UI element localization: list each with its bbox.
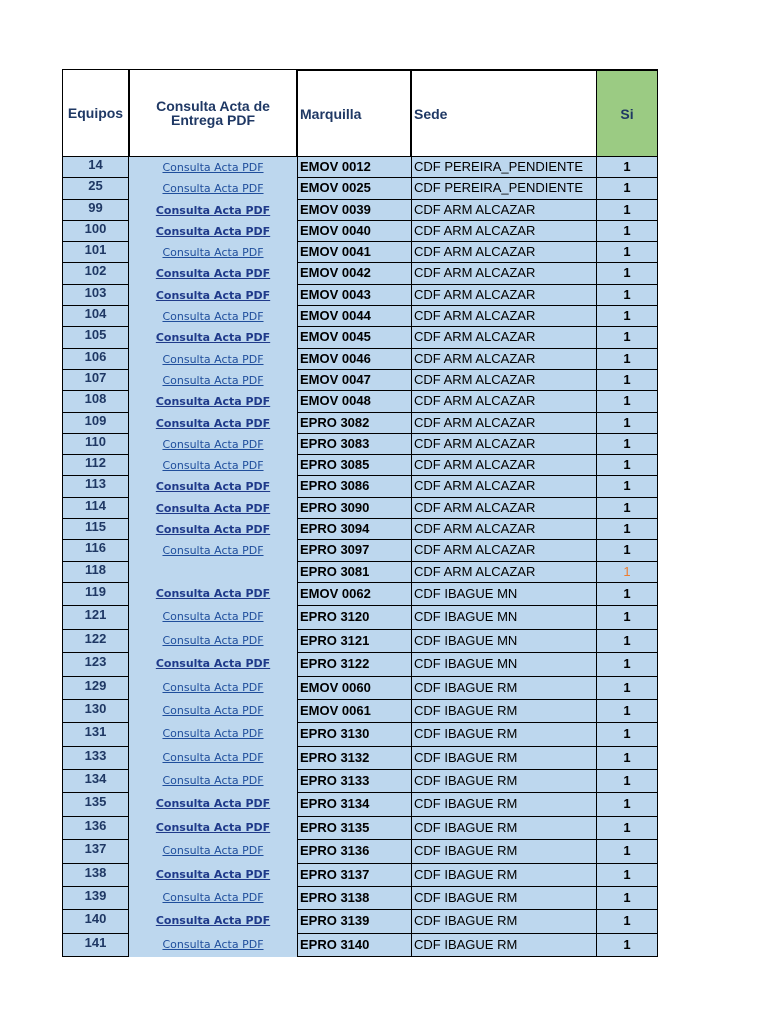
cell-si: 1 [596, 723, 658, 746]
equipment-table [62, 69, 658, 957]
cell-equipo: 99 [62, 200, 129, 221]
cell-marquilla: EPRO 3090 [297, 498, 411, 519]
cell-marquilla: EPRO 3136 [297, 840, 411, 863]
cell-consulta [129, 391, 297, 412]
consulta-acta-link[interactable]: Consulta Acta PDF [162, 544, 264, 558]
cell-marquilla: EPRO 3083 [297, 434, 411, 455]
cell-si: 1 [596, 455, 658, 476]
cell-consulta [129, 747, 297, 770]
table-row [62, 221, 658, 242]
consulta-acta-link[interactable]: Consulta Acta PDF [155, 480, 271, 494]
cell-sede: CDF IBAGUE RM [411, 817, 597, 840]
cell-sede: CDF IBAGUE RM [411, 840, 597, 863]
cell-marquilla: EPRO 3120 [297, 606, 411, 629]
cell-marquilla: EMOV 0061 [297, 700, 411, 723]
cell-equipo: 114 [62, 498, 129, 519]
cell-marquilla: EMOV 0041 [297, 242, 411, 263]
cell-si: 1 [596, 910, 658, 933]
cell-consulta [129, 178, 297, 199]
cell-si: 1 [596, 864, 658, 887]
cell-si: 1 [596, 157, 658, 178]
cell-consulta [129, 606, 297, 629]
cell-consulta [129, 540, 297, 561]
table-row [62, 700, 658, 723]
consulta-acta-link[interactable]: Consulta Acta PDF [162, 844, 264, 858]
cell-si: 1 [596, 349, 658, 370]
cell-sede: CDF ARM ALCAZAR [411, 562, 597, 583]
table-row [62, 770, 658, 793]
cell-marquilla: EMOV 0047 [297, 370, 411, 391]
cell-si: 1 [596, 747, 658, 770]
cell-equipo: 116 [62, 540, 129, 561]
cell-si: 1 [596, 413, 658, 434]
cell-sede: CDF ARM ALCAZAR [411, 263, 597, 284]
consulta-acta-link[interactable]: Consulta Acta PDF [162, 680, 264, 694]
cell-equipo: 136 [62, 817, 129, 840]
consulta-acta-link[interactable]: Consulta Acta PDF [155, 867, 271, 881]
header-sede: Sede [411, 69, 597, 157]
consulta-acta-link[interactable]: Consulta Acta PDF [162, 937, 264, 951]
consulta-acta-link[interactable]: Consulta Acta PDF [155, 267, 271, 281]
table-row [62, 370, 658, 391]
table-row [62, 413, 658, 434]
table-row [62, 562, 658, 583]
header-equipos: Equipos [62, 69, 129, 157]
cell-consulta [129, 583, 297, 606]
cell-marquilla: EPRO 3137 [297, 864, 411, 887]
cell-marquilla: EPRO 3134 [297, 793, 411, 816]
cell-equipo: 138 [62, 864, 129, 887]
table-row [62, 630, 658, 653]
cell-equipo: 113 [62, 476, 129, 497]
cell-consulta [129, 677, 297, 700]
consulta-acta-link[interactable]: Consulta Acta PDF [162, 633, 264, 647]
table-row [62, 476, 658, 497]
cell-sede: CDF IBAGUE RM [411, 864, 597, 887]
cell-si: 1 [596, 306, 658, 327]
cell-consulta [129, 630, 297, 653]
cell-sede: CDF IBAGUE RM [411, 770, 597, 793]
table-row [62, 285, 658, 306]
table-row [62, 606, 658, 629]
consulta-acta-link[interactable]: Consulta Acta PDF [155, 288, 271, 302]
consulta-acta-link[interactable]: Consulta Acta PDF [155, 501, 271, 515]
consulta-acta-link[interactable]: Consulta Acta PDF [162, 774, 264, 788]
consulta-acta-link[interactable]: Consulta Acta PDF [155, 224, 271, 238]
cell-consulta [129, 221, 297, 242]
cell-equipo: 103 [62, 285, 129, 306]
cell-marquilla: EMOV 0062 [297, 583, 411, 606]
consulta-acta-link[interactable]: Consulta Acta PDF [162, 750, 264, 764]
cell-marquilla: EPRO 3081 [297, 562, 411, 583]
cell-equipo: 133 [62, 747, 129, 770]
cell-si: 1 [596, 606, 658, 629]
cell-equipo: 106 [62, 349, 129, 370]
cell-sede: CDF ARM ALCAZAR [411, 455, 597, 476]
consulta-acta-link[interactable]: Consulta Acta PDF [155, 657, 271, 671]
cell-marquilla: EPRO 3082 [297, 413, 411, 434]
cell-si: 1 [596, 583, 658, 606]
cell-equipo: 119 [62, 583, 129, 606]
cell-consulta [129, 476, 297, 497]
cell-equipo: 105 [62, 327, 129, 348]
table-row [62, 817, 658, 840]
cell-equipo: 130 [62, 700, 129, 723]
cell-consulta [129, 157, 297, 178]
table-row [62, 306, 658, 327]
cell-si: 1 [596, 934, 658, 957]
cell-equipo: 115 [62, 519, 129, 540]
cell-consulta [129, 817, 297, 840]
cell-equipo: 140 [62, 910, 129, 933]
consulta-acta-link[interactable]: Consulta Acta PDF [155, 523, 271, 537]
cell-si: 1 [596, 476, 658, 497]
cell-si: 1 [596, 242, 658, 263]
cell-sede: CDF ARM ALCAZAR [411, 242, 597, 263]
cell-consulta [129, 653, 297, 676]
cell-consulta [129, 770, 297, 793]
cell-marquilla: EPRO 3122 [297, 653, 411, 676]
cell-sede: CDF IBAGUE RM [411, 677, 597, 700]
cell-marquilla: EPRO 3133 [297, 770, 411, 793]
cell-marquilla: EMOV 0043 [297, 285, 411, 306]
consulta-acta-link[interactable]: Consulta Acta PDF [162, 352, 264, 366]
header-si: Si [596, 69, 658, 157]
cell-consulta [129, 934, 297, 957]
consulta-acta-link[interactable]: Consulta Acta PDF [155, 797, 271, 811]
cell-sede: CDF ARM ALCAZAR [411, 200, 597, 221]
cell-si: 1 [596, 817, 658, 840]
cell-consulta [129, 910, 297, 933]
cell-sede: CDF ARM ALCAZAR [411, 540, 597, 561]
table-row [62, 263, 658, 284]
cell-sede: CDF PEREIRA_PENDIENTE [411, 178, 597, 199]
table-row [62, 157, 658, 178]
cell-si: 1 [596, 519, 658, 540]
cell-sede: CDF ARM ALCAZAR [411, 349, 597, 370]
consulta-acta-link[interactable]: Consulta Acta PDF [162, 437, 264, 451]
consulta-acta-link[interactable]: Consulta Acta PDF [162, 459, 264, 473]
consulta-acta-link[interactable]: Consulta Acta PDF [162, 610, 264, 624]
cell-consulta [129, 200, 297, 221]
table-row [62, 934, 658, 957]
table-row [62, 391, 658, 412]
cell-si: 1 [596, 887, 658, 910]
cell-equipo: 139 [62, 887, 129, 910]
cell-equipo: 100 [62, 221, 129, 242]
cell-sede: CDF ARM ALCAZAR [411, 221, 597, 242]
cell-marquilla: EPRO 3139 [297, 910, 411, 933]
cell-si: 1 [596, 263, 658, 284]
cell-sede: CDF ARM ALCAZAR [411, 370, 597, 391]
cell-consulta [129, 349, 297, 370]
cell-si: 1 [596, 370, 658, 391]
consulta-acta-link[interactable]: Consulta Acta PDF [155, 331, 271, 345]
consulta-acta-link[interactable]: Consulta Acta PDF [155, 586, 271, 600]
cell-marquilla: EPRO 3086 [297, 476, 411, 497]
consulta-acta-link[interactable]: Consulta Acta PDF [155, 914, 271, 928]
cell-equipo: 108 [62, 391, 129, 412]
cell-consulta [129, 455, 297, 476]
cell-equipo: 129 [62, 677, 129, 700]
consulta-acta-link[interactable]: Consulta Acta PDF [162, 373, 264, 387]
cell-marquilla: EMOV 0044 [297, 306, 411, 327]
cell-consulta [129, 840, 297, 863]
cell-equipo: 112 [62, 455, 129, 476]
cell-sede: CDF PEREIRA_PENDIENTE [411, 157, 597, 178]
header-consulta: Consulta Acta de Entrega PDF [129, 69, 297, 157]
table-row [62, 519, 658, 540]
cell-equipo: 131 [62, 723, 129, 746]
cell-marquilla: EMOV 0046 [297, 349, 411, 370]
cell-consulta [129, 306, 297, 327]
cell-equipo: 110 [62, 434, 129, 455]
consulta-acta-link[interactable]: Consulta Acta PDF [162, 727, 264, 741]
table-row [62, 434, 658, 455]
cell-consulta [129, 519, 297, 540]
table-row [62, 910, 658, 933]
cell-consulta [129, 887, 297, 910]
cell-marquilla: EPRO 3094 [297, 519, 411, 540]
cell-sede: CDF ARM ALCAZAR [411, 413, 597, 434]
table-row [62, 840, 658, 863]
cell-si: 1 [596, 700, 658, 723]
cell-equipo: 121 [62, 606, 129, 629]
cell-si: 1 [596, 498, 658, 519]
cell-si: 1 [596, 653, 658, 676]
table-row [62, 455, 658, 476]
table-row [62, 349, 658, 370]
cell-consulta [129, 370, 297, 391]
cell-si: 1 [596, 434, 658, 455]
consulta-acta-link[interactable]: Consulta Acta PDF [155, 203, 271, 217]
cell-equipo: 137 [62, 840, 129, 863]
consulta-acta-link[interactable]: Consulta Acta PDF [155, 395, 271, 409]
cell-sede: CDF IBAGUE MN [411, 653, 597, 676]
header-marquilla: Marquilla [297, 69, 411, 157]
cell-marquilla: EMOV 0012 [297, 157, 411, 178]
cell-sede: CDF IBAGUE MN [411, 583, 597, 606]
cell-equipo: 101 [62, 242, 129, 263]
consulta-acta-link[interactable]: Consulta Acta PDF [162, 891, 264, 905]
cell-sede: CDF IBAGUE MN [411, 630, 597, 653]
cell-equipo: 14 [62, 157, 129, 178]
cell-si: 1 [596, 391, 658, 412]
cell-sede: CDF ARM ALCAZAR [411, 306, 597, 327]
table-row [62, 242, 658, 263]
cell-sede: CDF ARM ALCAZAR [411, 434, 597, 455]
cell-equipo: 104 [62, 306, 129, 327]
cell-si: 1 [596, 793, 658, 816]
cell-equipo: 102 [62, 263, 129, 284]
table-row [62, 793, 658, 816]
cell-equipo: 118 [62, 562, 129, 583]
cell-sede: CDF ARM ALCAZAR [411, 327, 597, 348]
cell-marquilla: EMOV 0040 [297, 221, 411, 242]
cell-equipo: 123 [62, 653, 129, 676]
cell-si: 1 [596, 285, 658, 306]
cell-consulta [129, 498, 297, 519]
cell-marquilla: EPRO 3130 [297, 723, 411, 746]
cell-si: 1 [596, 630, 658, 653]
cell-consulta [129, 793, 297, 816]
cell-consulta [129, 242, 297, 263]
table-row [62, 864, 658, 887]
table-row [62, 200, 658, 221]
cell-sede: CDF ARM ALCAZAR [411, 285, 597, 306]
consulta-acta-link[interactable]: Consulta Acta PDF [155, 416, 271, 430]
consulta-acta-link[interactable]: Consulta Acta PDF [162, 703, 264, 717]
cell-sede: CDF IBAGUE RM [411, 910, 597, 933]
cell-si: 1 [596, 327, 658, 348]
cell-si: 1 [596, 770, 658, 793]
cell-si: 1 [596, 840, 658, 863]
cell-equipo: 25 [62, 178, 129, 199]
cell-si: 1 [596, 221, 658, 242]
cell-marquilla: EPRO 3121 [297, 630, 411, 653]
cell-marquilla: EMOV 0039 [297, 200, 411, 221]
cell-sede: CDF ARM ALCAZAR [411, 476, 597, 497]
cell-equipo: 122 [62, 630, 129, 653]
cell-marquilla: EPRO 3135 [297, 817, 411, 840]
cell-sede: CDF IBAGUE MN [411, 606, 597, 629]
cell-si: 1 [596, 677, 658, 700]
table-row [62, 677, 658, 700]
cell-equipo: 109 [62, 413, 129, 434]
cell-consulta [129, 434, 297, 455]
table-row [62, 747, 658, 770]
cell-consulta [129, 864, 297, 887]
consulta-acta-link[interactable]: Consulta Acta PDF [162, 310, 264, 324]
cell-consulta [129, 562, 297, 583]
cell-marquilla: EMOV 0042 [297, 263, 411, 284]
cell-sede: CDF IBAGUE RM [411, 887, 597, 910]
cell-marquilla: EPRO 3140 [297, 934, 411, 957]
table-header [62, 69, 658, 157]
cell-consulta [129, 700, 297, 723]
table-row [62, 327, 658, 348]
cell-consulta [129, 723, 297, 746]
cell-si: 1 [596, 200, 658, 221]
cell-sede: CDF IBAGUE RM [411, 747, 597, 770]
cell-consulta [129, 413, 297, 434]
cell-sede: CDF IBAGUE RM [411, 700, 597, 723]
consulta-acta-link[interactable]: Consulta Acta PDF [162, 161, 264, 174]
cell-marquilla: EPRO 3132 [297, 747, 411, 770]
cell-consulta [129, 263, 297, 284]
cell-marquilla: EMOV 0025 [297, 178, 411, 199]
cell-marquilla: EPRO 3085 [297, 455, 411, 476]
cell-sede: CDF IBAGUE RM [411, 934, 597, 957]
cell-sede: CDF IBAGUE RM [411, 723, 597, 746]
cell-si: 1 [596, 540, 658, 561]
consulta-acta-link[interactable]: Consulta Acta PDF [162, 182, 264, 196]
cell-marquilla: EMOV 0048 [297, 391, 411, 412]
consulta-acta-link[interactable]: Consulta Acta PDF [155, 820, 271, 834]
cell-marquilla: EPRO 3138 [297, 887, 411, 910]
table-row [62, 653, 658, 676]
cell-equipo: 107 [62, 370, 129, 391]
cell-si: 1 [596, 178, 658, 199]
table-row [62, 583, 658, 606]
cell-sede: CDF ARM ALCAZAR [411, 498, 597, 519]
cell-marquilla: EPRO 3097 [297, 540, 411, 561]
cell-equipo: 135 [62, 793, 129, 816]
cell-sede: CDF ARM ALCAZAR [411, 519, 597, 540]
table-row [62, 887, 658, 910]
cell-sede: CDF IBAGUE RM [411, 793, 597, 816]
cell-equipo: 134 [62, 770, 129, 793]
cell-marquilla: EMOV 0045 [297, 327, 411, 348]
cell-si: 1 [596, 562, 658, 583]
consulta-acta-link[interactable]: Consulta Acta PDF [162, 246, 264, 260]
table-row [62, 540, 658, 561]
table-row [62, 498, 658, 519]
cell-sede: CDF ARM ALCAZAR [411, 391, 597, 412]
cell-equipo: 141 [62, 934, 129, 957]
table-body [62, 157, 658, 957]
table-row [62, 723, 658, 746]
cell-consulta [129, 285, 297, 306]
table-row [62, 178, 658, 199]
cell-consulta [129, 327, 297, 348]
cell-marquilla: EMOV 0060 [297, 677, 411, 700]
